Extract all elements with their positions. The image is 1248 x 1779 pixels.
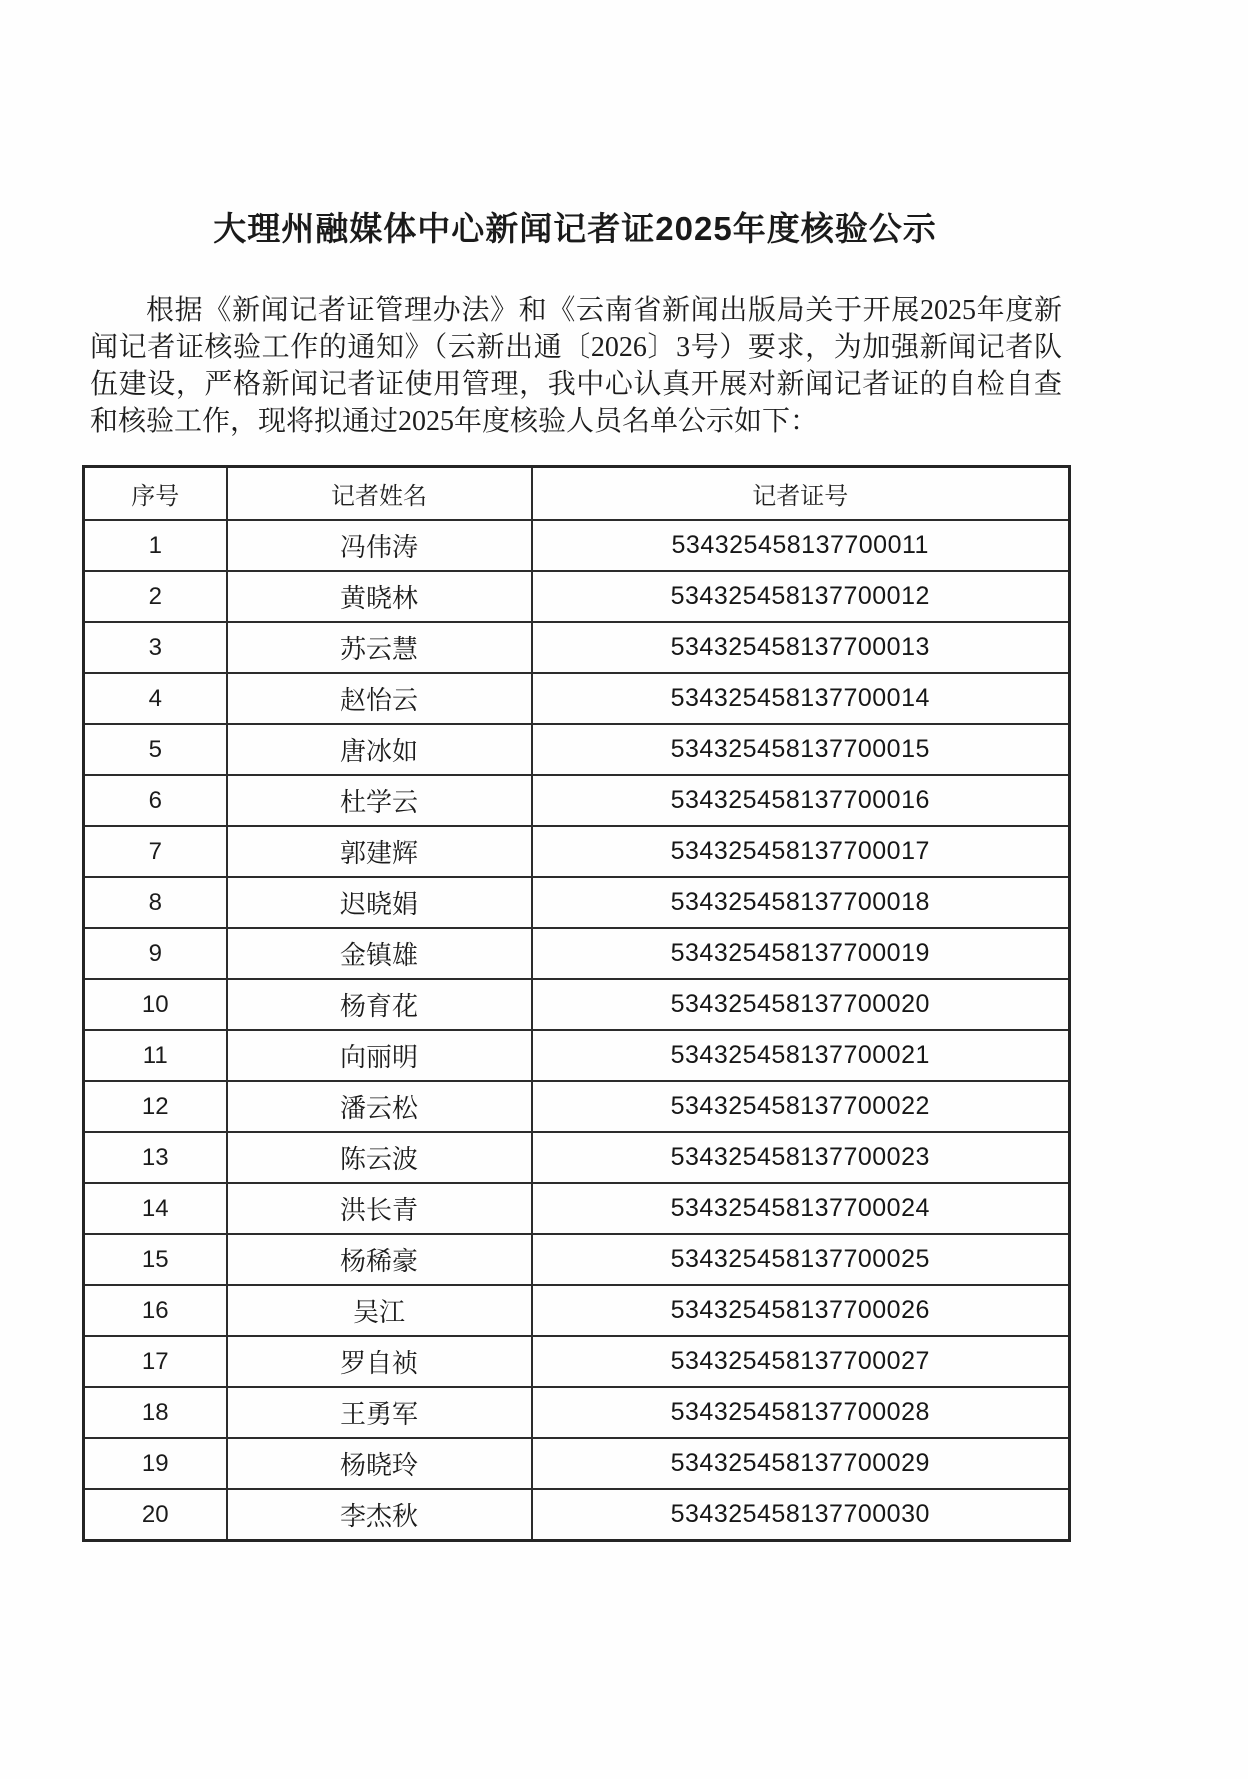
- table-row: [84, 979, 1070, 1030]
- reporter-name-cell: 罗自祯: [227, 1336, 532, 1387]
- press-card-number-cell: 534325458137700026: [532, 1285, 1070, 1336]
- reporter-name-cell: 潘云松: [227, 1081, 532, 1132]
- press-card-number-cell: 534325458137700020: [532, 979, 1070, 1030]
- reporter-name-cell: 郭建辉: [227, 826, 532, 877]
- reporter-name-cell: 赵怡云: [227, 673, 532, 724]
- serial-number-cell: 6: [84, 775, 227, 826]
- serial-number-cell: 14: [84, 1183, 227, 1234]
- reporter-name-cell: 杜学云: [227, 775, 532, 826]
- serial-number-cell: 18: [84, 1387, 227, 1438]
- reporter-name-cell: 杨稀豪: [227, 1234, 532, 1285]
- press-card-number-cell: 534325458137700013: [532, 622, 1070, 673]
- header-cell-reporter-name: 记者姓名: [227, 467, 532, 521]
- table-header-row: [84, 467, 1070, 521]
- press-card-number-cell: 534325458137700015: [532, 724, 1070, 775]
- serial-number-cell: 9: [84, 928, 227, 979]
- press-card-number-cell: 534325458137700022: [532, 1081, 1070, 1132]
- serial-number-cell: 11: [84, 1030, 227, 1081]
- press-card-number-cell: 534325458137700027: [532, 1336, 1070, 1387]
- reporter-name-cell: 杨晓玲: [227, 1438, 532, 1489]
- serial-number-cell: 3: [84, 622, 227, 673]
- table-row: [84, 1489, 1070, 1541]
- table-row: [84, 622, 1070, 673]
- press-card-number-cell: 534325458137700023: [532, 1132, 1070, 1183]
- table-row: [84, 724, 1070, 775]
- table-row: [84, 1438, 1070, 1489]
- reporter-name-cell: 吴江: [227, 1285, 532, 1336]
- reporter-name-cell: 迟晓娟: [227, 877, 532, 928]
- press-card-number-cell: 534325458137700030: [532, 1489, 1070, 1541]
- press-card-number-cell: 534325458137700028: [532, 1387, 1070, 1438]
- reporter-name-cell: 杨育花: [227, 979, 532, 1030]
- reporter-name-cell: 冯伟涛: [227, 520, 532, 571]
- serial-number-cell: 7: [84, 826, 227, 877]
- serial-number-cell: 20: [84, 1489, 227, 1541]
- table-row: [84, 877, 1070, 928]
- press-card-number-cell: 534325458137700029: [532, 1438, 1070, 1489]
- table-row: [84, 826, 1070, 877]
- table-row: [84, 673, 1070, 724]
- table-row: [84, 1132, 1070, 1183]
- reporter-name-cell: 李杰秋: [227, 1489, 532, 1541]
- reporter-name-cell: 向丽明: [227, 1030, 532, 1081]
- reporter-name-cell: 陈云波: [227, 1132, 532, 1183]
- press-card-number-cell: 534325458137700025: [532, 1234, 1070, 1285]
- serial-number-cell: 2: [84, 571, 227, 622]
- table-body: [84, 520, 1070, 1541]
- press-card-number-cell: 534325458137700024: [532, 1183, 1070, 1234]
- header-cell-press-card-number: 记者证号: [532, 467, 1070, 521]
- serial-number-cell: 15: [84, 1234, 227, 1285]
- table-row: [84, 1387, 1070, 1438]
- page-title: 大理州融媒体中心新闻记者证2025年度核验公示: [213, 210, 937, 247]
- press-card-number-cell: 534325458137700021: [532, 1030, 1070, 1081]
- serial-number-cell: 19: [84, 1438, 227, 1489]
- table-row: [84, 571, 1070, 622]
- table-row: [84, 1183, 1070, 1234]
- serial-number-cell: 4: [84, 673, 227, 724]
- press-card-number-cell: 534325458137700016: [532, 775, 1070, 826]
- table-row: [84, 1336, 1070, 1387]
- press-card-number-cell: 534325458137700019: [532, 928, 1070, 979]
- serial-number-cell: 17: [84, 1336, 227, 1387]
- serial-number-cell: 1: [84, 520, 227, 571]
- table-row: [84, 928, 1070, 979]
- table-row: [84, 1081, 1070, 1132]
- press-card-number-cell: 534325458137700018: [532, 877, 1070, 928]
- verification-table: [82, 465, 1071, 1542]
- table-row: [84, 775, 1070, 826]
- table-row: [84, 520, 1070, 571]
- serial-number-cell: 10: [84, 979, 227, 1030]
- press-card-number-cell: 534325458137700017: [532, 826, 1070, 877]
- reporter-name-cell: 洪长青: [227, 1183, 532, 1234]
- press-card-number-cell: 534325458137700014: [532, 673, 1070, 724]
- reporter-name-cell: 唐冰如: [227, 724, 532, 775]
- table-row: [84, 1234, 1070, 1285]
- reporter-name-cell: 王勇军: [227, 1387, 532, 1438]
- reporter-name-cell: 黄晓林: [227, 571, 532, 622]
- serial-number-cell: 16: [84, 1285, 227, 1336]
- press-card-number-cell: 534325458137700012: [532, 571, 1070, 622]
- serial-number-cell: 8: [84, 877, 227, 928]
- serial-number-cell: 13: [84, 1132, 227, 1183]
- table-row: [84, 1285, 1070, 1336]
- serial-number-cell: 5: [84, 724, 227, 775]
- press-card-number-cell: 534325458137700011: [532, 520, 1070, 571]
- serial-number-cell: 12: [84, 1081, 227, 1132]
- notice-paragraph: 根据《新闻记者证管理办法》和《云南省新闻出版局关于开展2025年度新闻记者证核验工作的通知》（云新出通〔2026〕3号）要求，为加强新闻记者队伍建设，严格新闻记者证使用管理，我中心认真开展对新闻记者证的自检自查和核验工作，现将拟通过2025年度核验人员名单公示如下：: [90, 295, 1062, 437]
- header-cell-serial-number: 序号: [84, 467, 227, 521]
- table-row: [84, 1030, 1070, 1081]
- reporter-name-cell: 金镇雄: [227, 928, 532, 979]
- reporter-name-cell: 苏云慧: [227, 622, 532, 673]
